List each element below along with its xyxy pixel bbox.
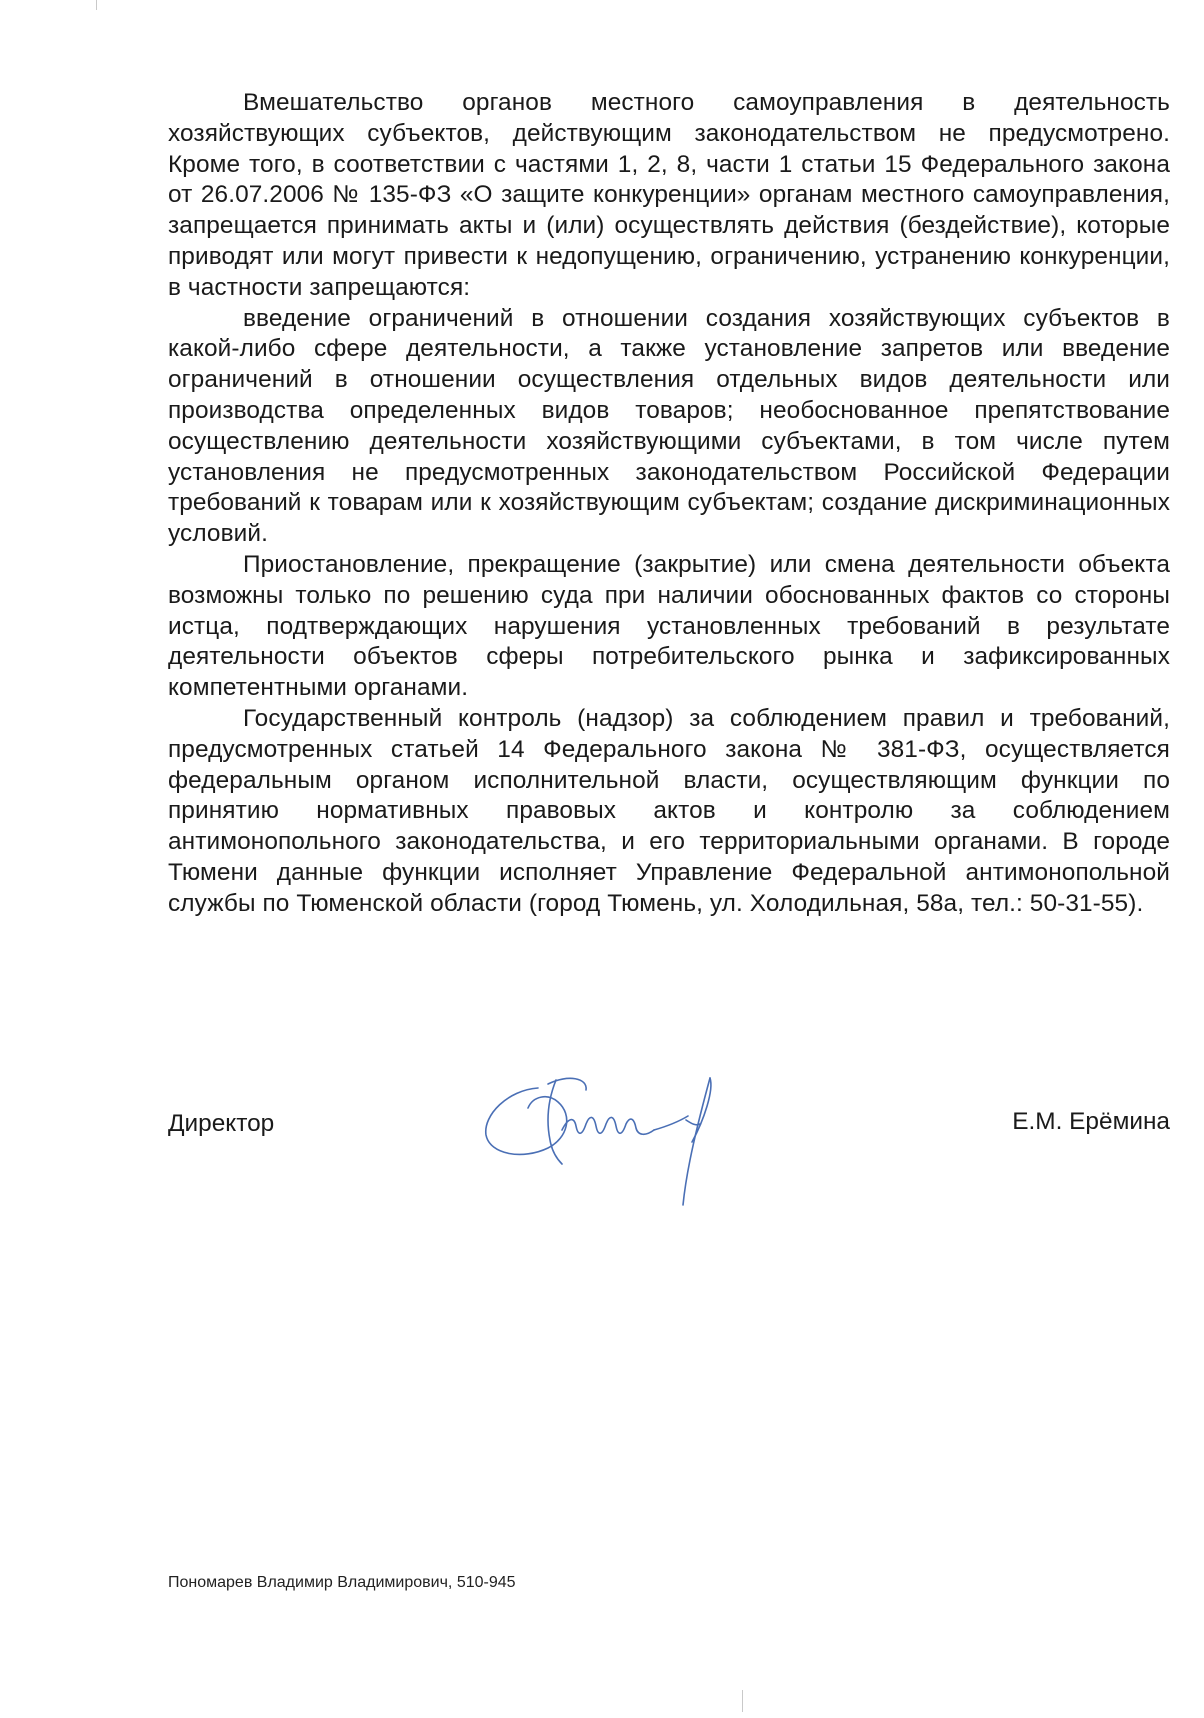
- paragraph-prohibitions: введение ограничений в отношении создания хозяйствующих субъектов в какой-либо сфере деятельности, а также установление запретов или введение ограничений в отношении осуществления отдельных видов деятельности или производства определенных видов товаров; необоснованное препятствование осуществлению деятельности хозяйствующими субъектами, в том числе путем установления не предусмотренных законодательством Российской Федерации требований к товарам или к хозяйствующим субъектам; создание дискриминационных условий.: [168, 304, 1170, 548]
- paragraph-suspension: Приостановление, прекращение (закрытие) или смена деятельности объекта возможны только по решению суда при наличии обоснованных фактов со стороны истца, подтверждающих нарушения установленных требований в результате деятельности объектов сферы потребительского рынка и зафиксированных компетентными органами.: [168, 550, 1170, 702]
- scan-edge-mark: [96, 0, 97, 10]
- executor-info: Пономарев Владимир Владимирович, 510-945: [168, 1574, 516, 1591]
- letter-body: [168, 88, 1170, 920]
- paragraph-state-control: Государственный контроль (надзор) за соблюдением правил и требований, предусмотренных статьей 14 Федерального закона № 381-ФЗ, осуществляется федеральным органом исполнительной власти, осуществляющим функции по принятию нормативных правовых актов и контролю за соблюдением антимонопольного законодательства, и его территориальными органами. В городе Тюмени данные функции исполняет Управление Федеральной антимонопольной службы по Тюменской области (город Тюмень, ул. Холодильная, 58а, тел.: 50-31-55).: [168, 704, 1170, 917]
- scan-edge-mark: [742, 1690, 743, 1712]
- paragraph-interference: Вмешательство органов местного самоуправления в деятельность хозяйствующих субъектов, действующим законодательством не предусмотрено. Кроме того, в соответствии с частями 1, 2, 8, части 1 статьи 15 Федерального закона от 26.07.2006 № 135-ФЗ «О защите конкуренции» органам местного самоуправления, запрещается принимать акты и (или) осуществлять действия (бездействие), которые приводят или могут привести к недопущению, ограничению, устранению конкуренции, в частности запрещаются:: [168, 89, 1170, 301]
- signer-name: Е.М. Ерёмина: [1012, 1108, 1170, 1135]
- handwritten-signature: [478, 1060, 758, 1210]
- signer-title: Директор: [168, 1110, 275, 1137]
